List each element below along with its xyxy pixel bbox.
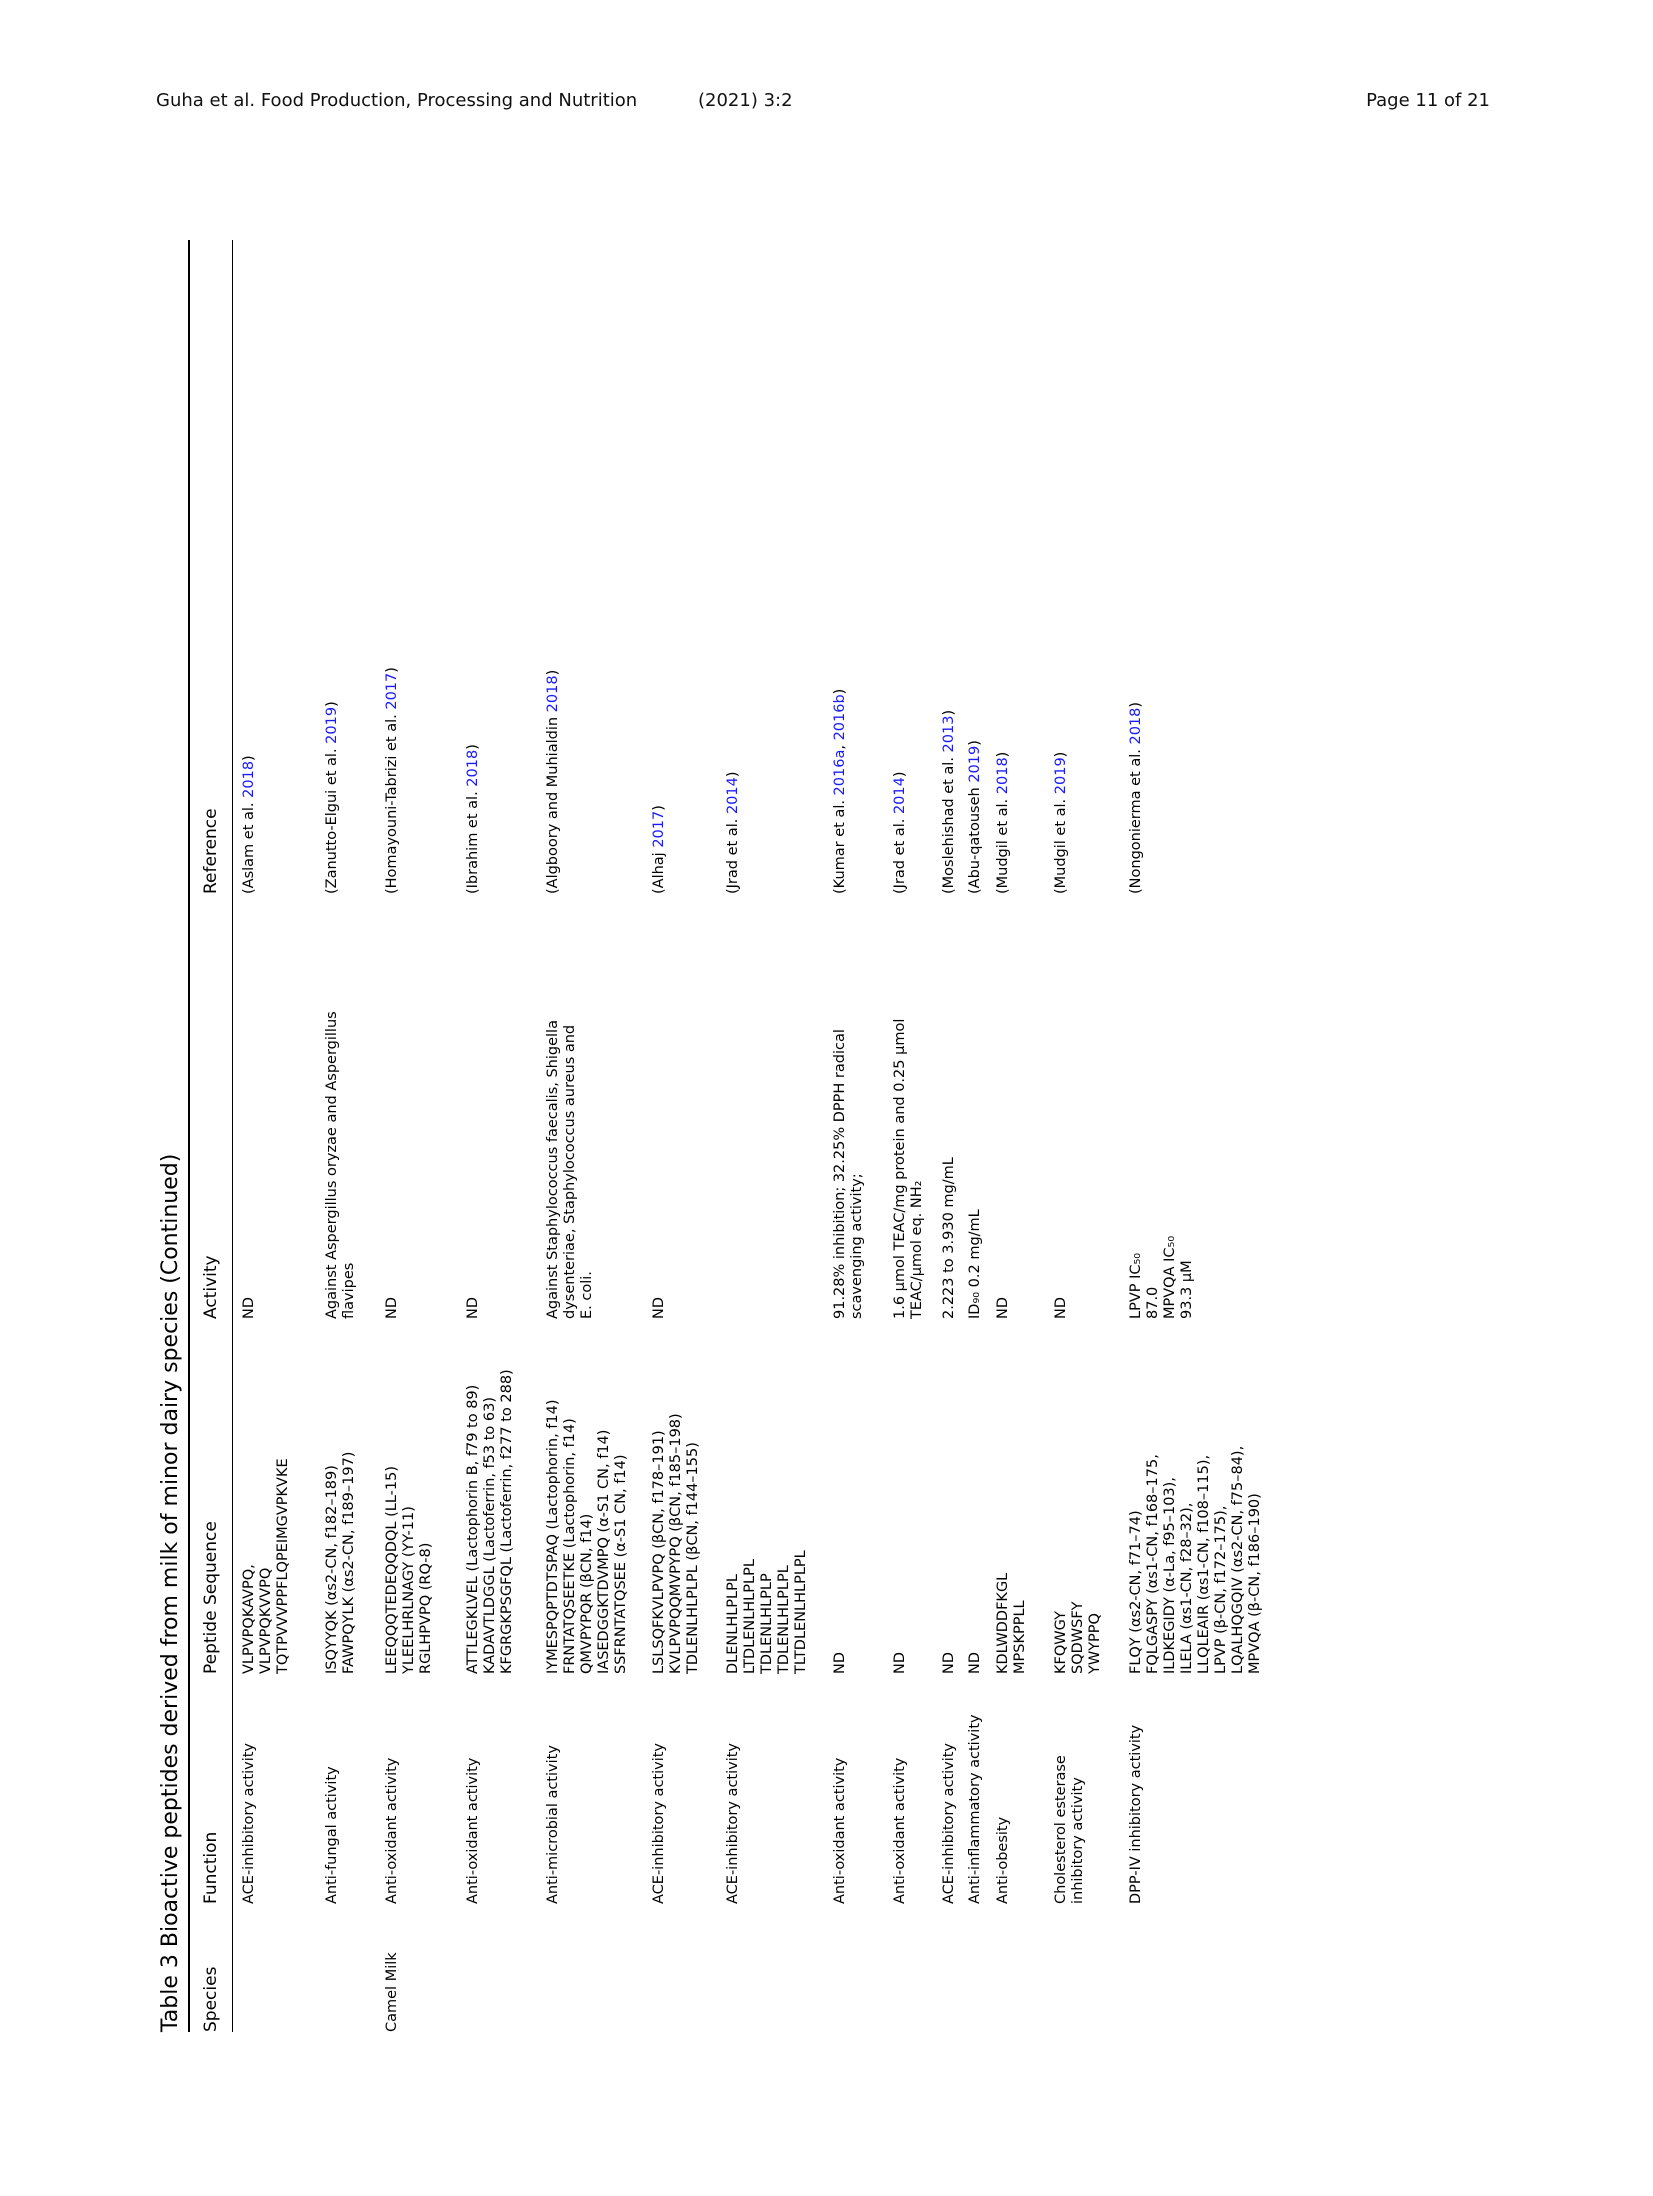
reference-close: ) [892,771,908,778]
reference-cell [324,244,358,894]
species-cell [967,1904,984,2032]
reference-author: (Algboory and Muhialdin [545,712,561,894]
reference-cell [241,244,292,894]
species-cell [941,1904,958,2032]
species-cell [995,1904,1029,2032]
peptide-sequence: SQDWSFY [1070,1601,1086,1674]
function-cell [241,1674,292,1904]
peptide-sequence: TDLENLHLPLPL (βCN, f144–155) [685,1442,701,1674]
reference-author: (Mudgil et al. [1053,794,1069,894]
peptide-sequence: RGLHPVPQ (RQ-8) [418,1542,434,1674]
reference-cell [384,244,435,894]
reference-close: ) [241,755,257,761]
peptide-sequence: YWYPPQ [1087,1613,1103,1674]
peptide-cell [465,1319,516,1674]
table-row [832,240,866,2032]
function-text: Anti-fungal activity [324,1766,340,1904]
peptide-cell [1053,1319,1104,1674]
function-text: Anti-inflammatory activity [967,1714,983,1904]
table-row [725,240,810,2032]
reference-close: ) [995,751,1011,758]
function-text: Anti-obesity [995,1816,1011,1904]
species-cell [651,1904,702,2032]
activity-cell [324,894,358,1319]
peptide-sequence: LTDLENLHLPLPL [742,1559,758,1674]
table-body [233,240,1264,2032]
peptide-sequence: ILDKEGIDY (α-La, f95–103), [1162,1477,1178,1674]
table-row [241,240,292,2032]
species-cell [465,1904,516,2032]
activity-cell [1053,894,1104,1319]
table-row [384,240,435,2032]
activity-text: LPVP IC₅₀ [1128,1252,1144,1319]
table-row [967,240,984,2032]
reference-author: (Zanutto-Elgui et al. [324,743,340,894]
reference-year-link[interactable]: 2013 [941,715,957,753]
reference-cell [1053,244,1104,894]
function-text: Anti-oxidant activity [832,1757,848,1904]
reference-year-link[interactable]: 2016a [832,749,848,796]
species-cell [892,1904,926,2032]
activity-text: ND [995,1296,1011,1319]
activity-cell [725,894,810,1319]
function-cell [384,1674,435,1904]
reference-author: (Mudgil et al. [995,794,1011,894]
peptide-sequence: MPSKPPLL [1012,1600,1028,1674]
peptide-sequence: ND [941,1651,957,1674]
peptide-sequence: KDLWDDFKGL [995,1572,1011,1674]
species-cell [241,1904,292,2032]
table-row [941,240,958,2032]
table-row [465,240,516,2032]
activity-cell [384,894,435,1319]
peptide-cell [967,1319,984,1674]
reference-author: (Ibrahim et al. [465,786,481,894]
reference-close: ) [1053,751,1069,758]
function-cell [995,1674,1029,1904]
function-text: ACE-inhibitory activity [725,1742,741,1904]
reference-cell [545,244,630,894]
activity-cell [1128,894,1264,1319]
reference-cell [651,244,702,894]
peptide-sequence: ND [892,1651,908,1674]
activity-cell [465,894,516,1319]
peptide-sequence: TLTDLENLHLPLPL [793,1550,809,1674]
activity-text: dysenteriae, Staphylococcus aureus and [562,1024,578,1319]
activity-text: Against Aspergillus oryzae and Aspergillus [324,1011,340,1319]
species-cell: Camel Milk [384,1952,400,2032]
peptide-cell [241,1319,292,1674]
function-text: Anti-microbial activity [545,1745,561,1904]
col-header-reference: Reference [201,808,221,894]
reference-author: (Aslam et al. [241,797,257,894]
peptide-cell [941,1319,958,1674]
peptide-sequence: DLENLHLPLPL [725,1574,741,1674]
table-3 [158,240,1458,2032]
activity-text: flavipes [341,1262,357,1319]
peptide-sequence: YLEELHRLNAGY (YY-11) [401,1506,417,1674]
peptide-sequence: IASEDGGKTDVMPQ (α-S1 CN, f14) [596,1429,612,1674]
reference-author: (Homayouni-Tabrizi et al. [384,709,400,894]
reference-close: ) [832,688,848,695]
col-header-peptide-sequence: Peptide Sequence [201,1521,221,1674]
activity-cell [651,894,702,1319]
peptide-cell [995,1319,1029,1674]
species-cell [1128,1904,1264,2032]
reference-year-link[interactable]: 2018 [465,749,481,787]
species-cell [832,1904,866,2032]
peptide-sequence: LEEQQQTEDEQQDQL (LL-15) [384,1466,400,1674]
peptide-cell [384,1319,435,1674]
activity-text: 91.28% inhibition; 32.25% DPPH radical [832,1029,848,1319]
peptide-sequence: VLPVPQKAVPQ, [241,1564,257,1674]
reference-author: (Kumar et al. [832,795,848,894]
function-text: Anti-oxidant activity [465,1757,481,1904]
table-row [324,240,358,2032]
table-header [190,240,233,2032]
table-row [651,240,702,2032]
function-text: ACE-inhibitory activity [941,1742,957,1904]
peptide-sequence: ISQYYQK (αs2-CN, f182–189) [324,1465,340,1674]
peptide-cell [651,1319,702,1674]
function-text: Anti-oxidant activity [384,1757,400,1904]
col-header-activity: Activity [201,1255,221,1319]
function-text: Anti-oxidant activity [892,1757,908,1904]
page-number: Page 11 of 21 [1366,90,1490,111]
function-text: DPP-IV inhibitory activity [1128,1724,1144,1904]
reference-author: (Nongonierma et al. [1128,744,1144,894]
peptide-sequence: VLPVPQKVVPQ [258,1567,274,1674]
function-cell [651,1674,702,1904]
activity-text: ID₉₀ 0.2 mg/mL [967,1209,983,1319]
reference-close: ) [967,740,983,746]
peptide-sequence: KADAVTLDGGL (Lactoferrin, f53 to 63) [482,1397,498,1674]
activity-text: E. coli. [579,1271,595,1319]
reference-cell [725,244,810,894]
reference-year-link[interactable]: 2018 [241,760,257,798]
peptide-cell [892,1319,926,1674]
activity-text: ND [651,1296,667,1319]
activity-text: ND [465,1296,481,1319]
peptide-sequence: QMVPYPQR (βCN, f14) [579,1513,595,1674]
activity-cell [545,894,630,1319]
function-text: ACE-inhibitory activity [651,1742,667,1904]
peptide-sequence: FQLGASPY (αs1-CN, f168–175, [1145,1454,1161,1674]
peptide-sequence: FRNTATQSEETKE (Lactophorin, f14) [562,1418,578,1674]
activity-cell [941,894,958,1319]
activity-cell [241,894,292,1319]
peptide-cell [324,1319,358,1674]
table-row [995,240,1029,2032]
peptide-sequence: LQALHQGQIV (αs2-CN, f75–84), [1230,1445,1246,1674]
function-text: inhibitory activity [1070,1777,1086,1904]
col-header-species: Species [201,1966,221,2032]
peptide-sequence: KFQWGY [1053,1611,1069,1674]
function-cell [941,1674,958,1904]
running-header-journal: Guha et al. Food Production, Processing and Nutrition [156,90,638,111]
table-row [1053,240,1104,2032]
running-header-citation: (2021) 3:2 [698,90,793,111]
peptide-sequence: TDLENLHLPLPL [776,1565,792,1674]
reference-cell [1128,244,1264,894]
reference-year-link[interactable]: 2018 [995,757,1011,795]
peptide-cell [725,1319,810,1674]
reference-year-link[interactable]: 2018 [1128,707,1144,745]
reference-year-link[interactable]: 2014 [892,777,908,815]
reference-cell [465,244,516,894]
function-cell [967,1674,984,1904]
species-cell [324,1904,358,2032]
activity-cell [832,894,866,1319]
table-caption: Table 3 Bioactive peptides derived from milk of minor dairy species (Continued) [158,1153,183,2032]
reference-close: ) [725,771,741,778]
peptide-sequence: LLQLEAIR (αs1-CN, f108–115), [1196,1454,1212,1674]
activity-text: 1.6 μmol TEAC/mg protein and 0.25 μmol [892,1018,908,1319]
species-cell [1053,1904,1104,2032]
function-cell [545,1674,630,1904]
reference-close: ) [545,669,561,676]
function-cell [1053,1674,1104,1904]
reference-author: (Alhaj [651,847,667,894]
function-cell [465,1674,516,1904]
peptide-sequence: ATTLEGKLVEL (Lactophorin B, f79 to 89) [465,1384,481,1674]
activity-text: 2.223 to 3.930 mg/mL [941,1157,957,1319]
reference-close: ) [384,667,400,673]
reference-author: (Moslehishad et al. [941,752,957,894]
activity-text: ND [241,1296,257,1319]
reference-year-link[interactable]: 2019 [1053,757,1069,795]
activity-cell [892,894,926,1319]
function-cell [832,1674,866,1904]
species-cell [725,1904,810,2032]
peptide-cell [545,1319,630,1674]
reference-cell [892,244,926,894]
reference-cell [941,244,958,894]
reference-author: (Abu-qatouseh [967,782,983,894]
peptide-sequence: LPVP (β-CN, f172–175), [1213,1505,1229,1674]
species-cell [545,1904,630,2032]
reference-year-link[interactable]: 2019 [967,745,983,783]
activity-text: MPVQA IC₅₀ [1162,1235,1178,1319]
reference-author: (Jrad et al. [892,814,908,894]
peptide-sequence: TQTPVVVPPFLQPEIMGVPKVKE [275,1458,291,1674]
activity-cell [995,894,1029,1319]
reference-close: ) [324,701,340,707]
function-cell [324,1674,358,1904]
reference-year-link[interactable]: 2019 [324,706,340,744]
reference-cell [832,244,866,894]
reference-cell [967,244,984,894]
peptide-sequence: KVLPVPQQMVPYPQ (βCN, f185–198) [668,1413,684,1674]
table-row [892,240,926,2032]
reference-cell [995,244,1029,894]
function-cell [1128,1674,1264,1904]
col-header-function: Function [201,1831,221,1904]
activity-text: ND [384,1296,400,1319]
reference-year-link[interactable]: 2018 [545,675,561,713]
function-text: Cholesterol esterase [1053,1755,1069,1904]
reference-author: (Jrad et al. [725,814,741,894]
peptide-sequence: FLQY (αs2-CN, f71–74) [1128,1510,1144,1674]
function-text: ACE-inhibitory activity [241,1742,257,1904]
function-cell [725,1674,810,1904]
activity-text: ND [1053,1296,1069,1319]
peptide-sequence: ND [967,1651,983,1674]
peptide-cell [1128,1319,1264,1674]
peptide-cell [832,1319,866,1674]
reference-separator: , [832,740,848,750]
activity-text: scavenging activity; [849,1173,865,1319]
peptide-sequence: FAWPQYLK (αs2-CN, f189–197) [341,1451,357,1674]
table-row [545,240,630,2032]
peptide-sequence: IYMESPQPTDTSPAQ (Lactophorin, f14) [545,1399,561,1674]
reference-close: ) [1128,701,1144,708]
activity-text: 87.0 [1145,1286,1161,1319]
peptide-sequence: LSLSQFKVLPVPQ (βCN, f178–191) [651,1430,667,1674]
reference-close: ) [465,744,481,750]
peptide-sequence: ND [832,1651,848,1674]
activity-text: TEAC/μmol eq. NH₂ [909,1180,925,1319]
activity-cell [967,894,984,1319]
peptide-sequence: TDLENLHLPLP [759,1573,775,1674]
activity-text: 93.3 μM [1179,1260,1195,1319]
reference-year-link[interactable]: 2017 [384,672,400,710]
activity-text: Against Staphylococcus faecalis, Shigella [545,1020,561,1319]
peptide-sequence: SSFRNTATQSEE (α-S1 CN, f14) [613,1454,629,1674]
reference-year-link[interactable]: 2014 [725,777,741,815]
reference-year-link[interactable]: 2017 [651,810,667,848]
peptide-sequence: KFGRGKPSGFQL (Lactoferrin, f277 to 288) [499,1369,515,1674]
reference-close: ) [941,709,957,716]
function-cell [892,1674,926,1904]
peptide-sequence: ILELA (αs1-CN, f28–32), [1179,1502,1195,1674]
reference-year-link[interactable]: 2016b [832,694,848,741]
peptide-sequence: MPVQA (β-CN, f186–190) [1247,1493,1263,1674]
table-row [1128,240,1264,2032]
reference-close: ) [651,805,667,811]
